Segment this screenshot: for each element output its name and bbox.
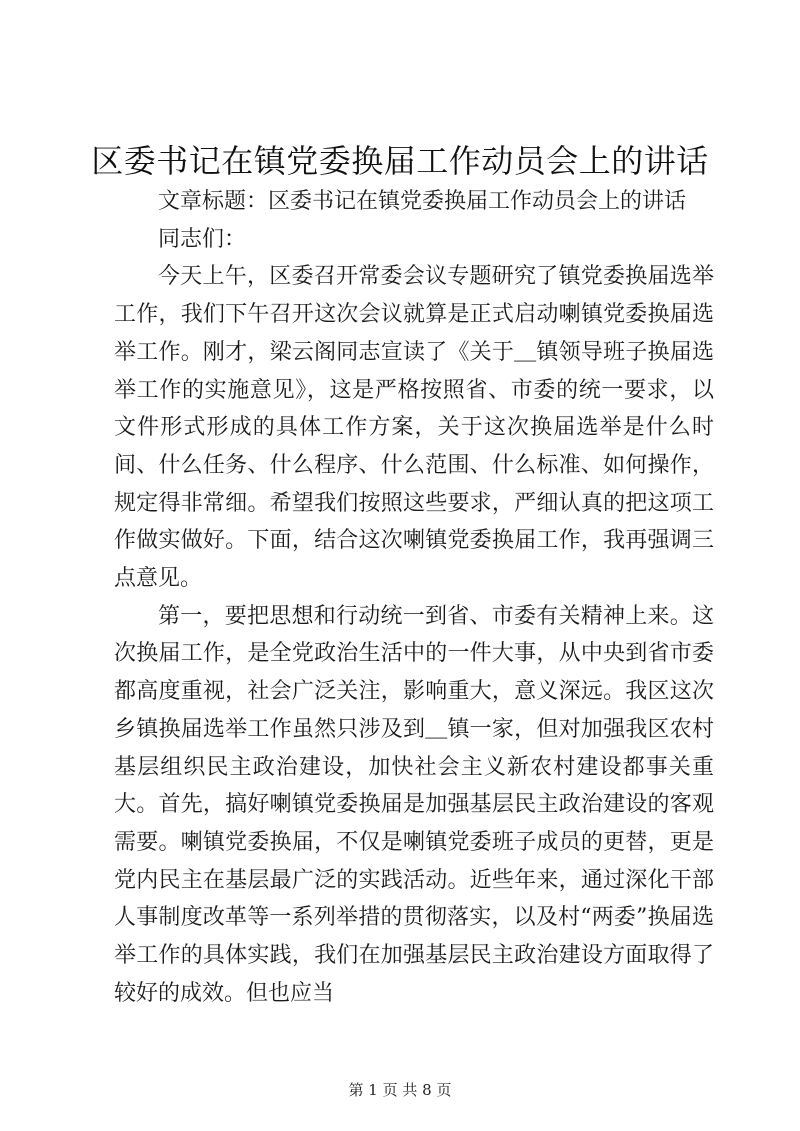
document-body	[114, 183, 714, 1012]
salutation: 同志们：	[158, 226, 247, 252]
document-title: 区委书记在镇党委换届工作动员会上的讲话	[91, 142, 709, 180]
page-number-footer: 第 1 页 共 8 页	[348, 1081, 452, 1099]
article-title-line: 文章标题：区委书记在镇党委换届工作动员会上的讲话	[158, 189, 687, 214]
paragraph: 今天上午，区委召开常委会议专题研究了镇党委换届选举工作，我们下午召开这次会议就算是正式启动喇镇党委换届选举工作。刚才，梁云阁同志宣读了《关于＿镇领导班子换届选举工作的实施意见》，这是严格按照省、市委的统一要求，以文件形式形成的具体工作方案，关于这次换届选举是什么时间、什么任务、什么程序、什么范围、什么标准、如何操作，规定得非常细。希望我们按照这些要求，严细认真的把这项工作做实做好。下面，结合这次喇镇党委换届工作，我再强调三点意见。	[114, 264, 714, 592]
paragraph: 第一，要把思想和行动统一到省、市委有关精神上来。这次换届工作，是全党政治生活中的一件大事，从中央到省市委都高度重视，社会广泛关注，影响重大，意义深远。我区这次乡镇换届选举工作虽然只涉及到＿镇一家，但对加强我区农村基层组织民主政治建设，加快社会主义新农村建设都事关重大。首先，搞好喇镇党委换届是加强基层民主政治建设的客观需要。喇镇党委换届，不仅是喇镇党委班子成员的更替，更是党内民主在基层最广泛的实践活动。近些年来，通过深化干部人事制度改革等一系列举措的贯彻落实，以及村“两委”换届选举工作的具体实践，我们在加强基层民主政治建设方面取得了较好的成效。但也应当	[114, 603, 714, 1006]
